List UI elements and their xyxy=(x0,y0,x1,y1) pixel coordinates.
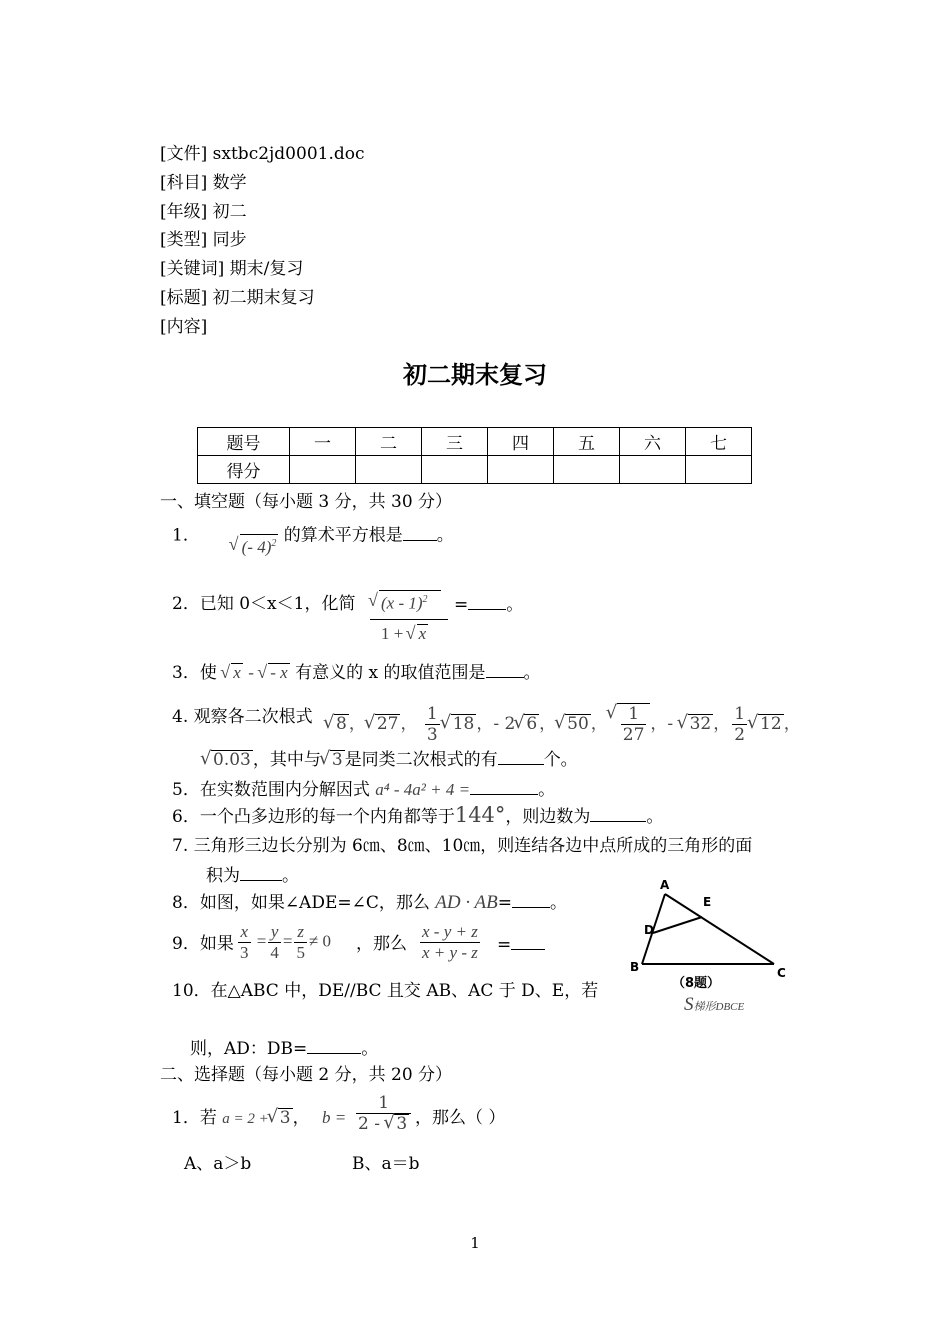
score-cell[interactable] xyxy=(554,456,620,484)
q8-expression: AD · AB xyxy=(435,892,498,913)
score-cell[interactable] xyxy=(620,456,686,484)
q3-text: 有意义的 x 的取值范围是 xyxy=(295,663,486,683)
table-cell: 四 xyxy=(488,428,554,456)
figure-caption: （8题） xyxy=(672,976,721,991)
table-cell: 得分 xyxy=(198,456,290,484)
q6-text: 6．一个凸多边形的每一个内角都等于 xyxy=(172,807,455,827)
table-cell: 一 xyxy=(290,428,356,456)
triangle-figure xyxy=(620,872,800,992)
q2-eq: = xyxy=(454,595,469,615)
q5-text: 5．在实数范围内分解因式 xyxy=(172,780,370,800)
q10-answer-blank[interactable] xyxy=(307,1037,361,1054)
q1-end: 。 xyxy=(436,525,454,546)
question-9-label: 9．如果 xyxy=(172,934,234,954)
q2-text: 2．已知 0＜x＜1，化简 xyxy=(172,594,356,614)
meta-type: [类型] 同步 xyxy=(160,230,247,250)
q2-fraction-bar xyxy=(370,619,448,620)
q1-answer-blank[interactable] xyxy=(403,524,437,541)
score-cell[interactable] xyxy=(686,456,752,484)
q10-subscript: 梯形DBCE xyxy=(693,1001,745,1013)
q9-numerator: x - y + z xyxy=(422,922,478,941)
table-cell: 六 xyxy=(620,428,686,456)
question-4-label: 4. 观察各二次根式 xyxy=(172,707,313,727)
score-cell[interactable] xyxy=(290,456,356,484)
q1-radicand: (- 4) xyxy=(241,537,272,557)
point-d-label: D xyxy=(644,923,654,937)
q4-text-1: ，其中与 xyxy=(252,750,321,770)
meta-heading: [标题] 初二期末复习 xyxy=(160,288,315,308)
question-10-line-2 xyxy=(190,1037,378,1060)
score-cell[interactable] xyxy=(356,456,422,484)
q9-ratios: $\frac{x}{3}$ = $\frac{y}{4}$ = $\frac{z}{5}$ ≠ 0 xyxy=(240,922,332,962)
s2-q1-option-a[interactable]: A、a＞b xyxy=(184,1154,252,1174)
s2-q1-label: 1．若 xyxy=(172,1108,217,1128)
q7-text: 积为 xyxy=(206,866,240,886)
q2-answer-blank[interactable] xyxy=(468,593,506,610)
q9-denominator: x + y - z xyxy=(422,943,478,962)
score-table xyxy=(197,427,752,484)
meta-file: [文件] sxtbc2jd0001.doc xyxy=(160,144,365,164)
table-cell: 题号 xyxy=(198,428,290,456)
q2-fraction-num: √ (x - 1)$^2$ xyxy=(370,590,441,615)
q10-s: S xyxy=(684,994,694,1015)
q3-minus: - xyxy=(248,663,254,682)
page-title: 初二期末复习 xyxy=(403,361,547,389)
point-e-label: E xyxy=(703,895,712,909)
q3-label: 3．使 xyxy=(172,663,217,683)
s2-q1-b-expr: b = xyxy=(322,1108,347,1127)
q3-answer-blank[interactable] xyxy=(486,661,524,678)
q2-den-text: 1 + xyxy=(381,624,404,643)
q10-area-expression xyxy=(684,994,744,1018)
question-8 xyxy=(172,891,567,914)
q3-radicand-1: x xyxy=(233,663,241,682)
q9-answer xyxy=(497,933,545,956)
q8-text: 8．如图，如果∠ADE=∠C，那么 xyxy=(172,893,430,913)
question-7-line-1: 7. 三角形三边长分别为 6㎝、8㎝、10㎝，则连结各边中点所成的三角形的面 xyxy=(172,836,753,856)
q9-fraction xyxy=(418,922,482,963)
segment-de xyxy=(653,917,702,933)
meta-subject: [科目] 数学 xyxy=(160,173,247,193)
q8-end: 。 xyxy=(549,893,567,913)
q10-end: 。 xyxy=(361,1039,379,1059)
page-number: 1 xyxy=(470,1234,480,1252)
q9-answer-blank[interactable] xyxy=(511,933,545,950)
q4-radicals: √ 8 ，√ 27 ， $\frac{1}{3}$ √ 18 ，- 2√ 6 ，√ 50 ， √ $\frac{1}{27}$ ，- √ 32 ， $\frac{1}{2}$ √ 12 ， xyxy=(325,703,801,745)
s2-q1-b-fraction: $\frac{1}{2 - √ 3}$ xyxy=(354,1093,413,1134)
table-cell: 三 xyxy=(422,428,488,456)
table-cell: 二 xyxy=(356,428,422,456)
q7-answer-blank[interactable] xyxy=(240,864,282,881)
section-2-header: 二、选择题（每小题 2 分，共 20 分） xyxy=(160,1065,453,1085)
question-1 xyxy=(172,522,454,557)
question-5 xyxy=(172,778,555,801)
s2-q1-a-expr: a = 2 + xyxy=(222,1111,269,1127)
q2-den-radicand: x xyxy=(418,624,427,643)
q10-text-2: 则，AD：DB= xyxy=(190,1039,308,1059)
question-3 xyxy=(172,661,541,684)
meta-keywords: [关键词] 期末/复习 xyxy=(160,259,304,279)
q8-answer-blank[interactable] xyxy=(512,891,550,908)
q2-answer xyxy=(454,593,523,616)
q4-end: 个。 xyxy=(543,750,578,770)
table-cell: 五 xyxy=(554,428,620,456)
table-cell: 七 xyxy=(686,428,752,456)
vertex-a-label: A xyxy=(660,878,670,892)
q2-radicand: (x - 1) xyxy=(381,593,423,613)
s2-q1-option-b[interactable]: B、a＝b xyxy=(352,1154,420,1174)
q3-end: 。 xyxy=(523,663,541,683)
score-cell[interactable] xyxy=(488,456,554,484)
table-row xyxy=(198,456,752,484)
q5-end: 。 xyxy=(538,780,556,800)
q8-eq: = xyxy=(497,893,512,913)
q6-text-2: ，则边数为 xyxy=(505,807,591,827)
question-10: 10．在△ABC 中，DE//BC 且交 AB、AC 于 D、E，若 xyxy=(172,981,599,1001)
q1-text: 的算术平方根是 xyxy=(283,525,403,546)
q5-expression: a⁴ - 4a² + 4 = xyxy=(375,780,471,799)
q4-text-2: 是同类二次根式的有 xyxy=(344,750,498,770)
question-6 xyxy=(172,804,663,828)
q3-radicand-2: - x xyxy=(270,663,288,682)
q6-answer-blank[interactable] xyxy=(590,805,646,822)
meta-grade: [年级] 初二 xyxy=(160,202,247,222)
q1-number: 1． xyxy=(172,525,200,546)
question-2 xyxy=(172,593,355,615)
q2-end: 。 xyxy=(506,595,524,615)
vertex-b-label: B xyxy=(630,960,640,974)
meta-content: [内容] xyxy=(160,317,208,337)
s2-question-1: 1．若 a = 2 +√ 3 ， xyxy=(172,1107,310,1130)
q6-end: 。 xyxy=(646,807,664,827)
vertex-c-label: C xyxy=(777,966,786,980)
q4-answer-blank[interactable] xyxy=(498,748,544,765)
q9-eq: = xyxy=(497,935,512,955)
q1-radical: √ (- 4)$^2$ xyxy=(231,534,279,559)
s2-q1-end: ，那么（ ） xyxy=(415,1108,506,1128)
q7-end: 。 xyxy=(282,866,299,886)
question-7-line-2 xyxy=(206,864,299,887)
score-cell[interactable] xyxy=(422,456,488,484)
q2-fraction-den xyxy=(381,623,428,645)
q5-answer-blank[interactable] xyxy=(470,778,538,795)
question-4-line-2: √ 0.03 ，其中与√ 3 是同类二次根式的有 个。 xyxy=(202,748,578,771)
section-1-header: 一、填空题（每小题 3 分，共 30 分） xyxy=(160,492,453,512)
q9-text-2: ，那么 xyxy=(356,934,407,954)
table-row xyxy=(198,428,752,456)
side-ac xyxy=(665,894,774,964)
q6-angle: 144° xyxy=(454,803,506,827)
